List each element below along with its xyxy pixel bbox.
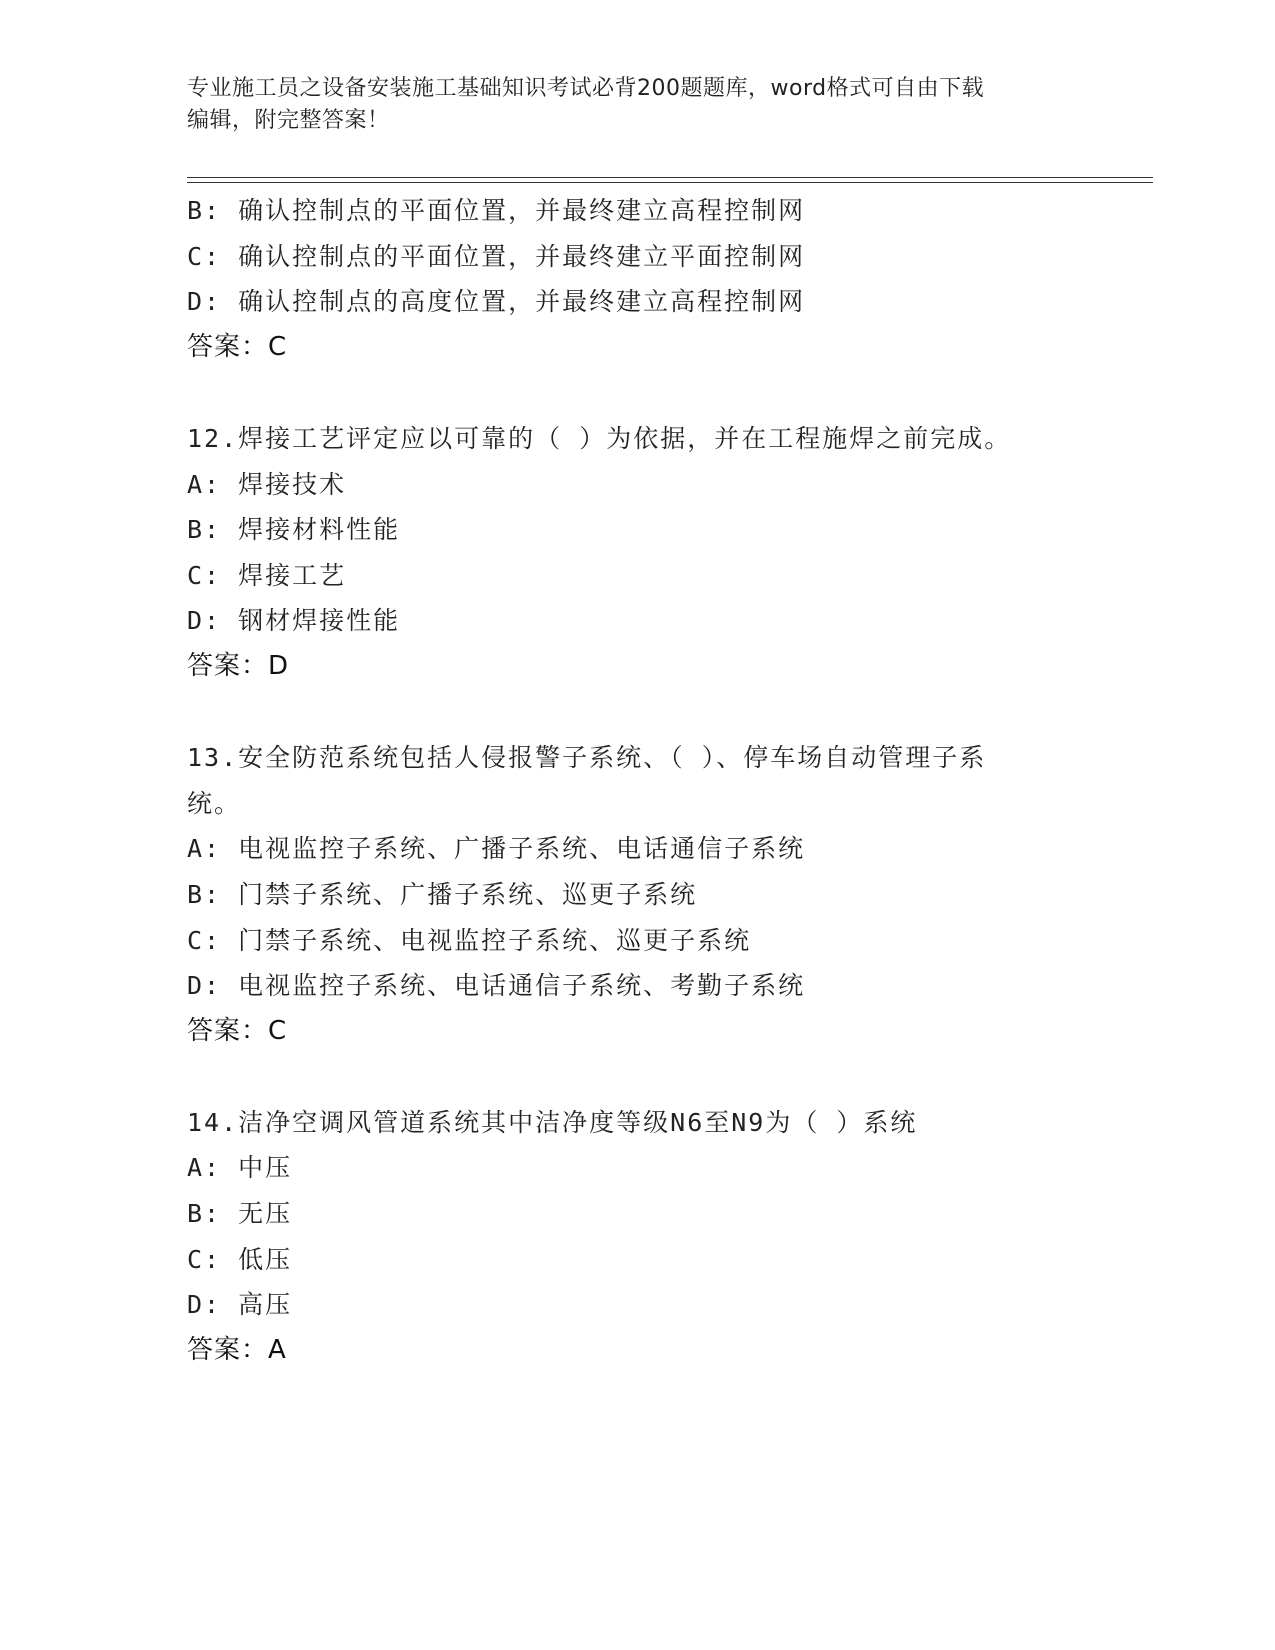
- option-d: D: 钢材焊接性能: [187, 606, 401, 636]
- answer-line: 答案：C: [187, 1015, 288, 1046]
- question-text-line-1: 13.安全防范系统包括人侵报警子系统、（ ）、停车场自动管理子系: [187, 743, 987, 773]
- option-d: D: 确认控制点的高度位置，并最终建立高程控制网: [187, 287, 806, 317]
- option-a: A: 焊接技术: [187, 469, 347, 499]
- option-c: C: 确认控制点的平面位置，并最终建立平面控制网: [187, 241, 806, 271]
- option-b: B: 门禁子系统、广播子系统、巡更子系统: [187, 879, 698, 909]
- question-14: [187, 1100, 1087, 1374]
- option-c: C: 焊接工艺: [187, 560, 347, 590]
- header-divider-top: [187, 177, 1153, 178]
- option-b: B: 焊接材料性能: [187, 515, 401, 545]
- spacer: [187, 370, 1087, 416]
- header-divider-bottom: [187, 182, 1153, 183]
- answer-line: 答案：C: [187, 331, 288, 362]
- answer-line: 答案：A: [187, 1334, 287, 1365]
- header-title-line-2: 编辑，附完整答案！: [187, 108, 390, 133]
- question-13: [187, 735, 1087, 1054]
- question-list: [187, 188, 1087, 1373]
- header-title-line-1: 专业施工员之设备安装施工基础知识考试必背200题题库，word格式可自由下载: [187, 76, 985, 101]
- option-a: A: 中压: [187, 1153, 293, 1183]
- option-d: D: 高压: [187, 1290, 293, 1320]
- question-11: [187, 188, 1087, 370]
- spacer: [187, 690, 1087, 736]
- question-text: 14.洁净空调风管道系统其中洁净度等级N6至N9为（ ）系统: [187, 1107, 918, 1137]
- option-c: C: 低压: [187, 1244, 293, 1274]
- option-b: B: 确认控制点的平面位置，并最终建立高程控制网: [187, 196, 806, 225]
- question-text: 12.焊接工艺评定应以可靠的（ ）为依据，并在工程施焊之前完成。: [187, 423, 1012, 453]
- option-b: B: 无压: [187, 1199, 293, 1229]
- question-12: [187, 416, 1087, 690]
- option-c: C: 门禁子系统、电视监控子系统、巡更子系统: [187, 925, 752, 955]
- option-d: D: 电视监控子系统、电话通信子系统、考勤子系统: [187, 971, 806, 1001]
- document-header: [187, 73, 1067, 137]
- question-text-line-2: 统。: [187, 788, 242, 818]
- option-a: A: 电视监控子系统、广播子系统、电话通信子系统: [187, 834, 806, 864]
- answer-line: 答案：D: [187, 650, 290, 681]
- spacer: [187, 1054, 1087, 1100]
